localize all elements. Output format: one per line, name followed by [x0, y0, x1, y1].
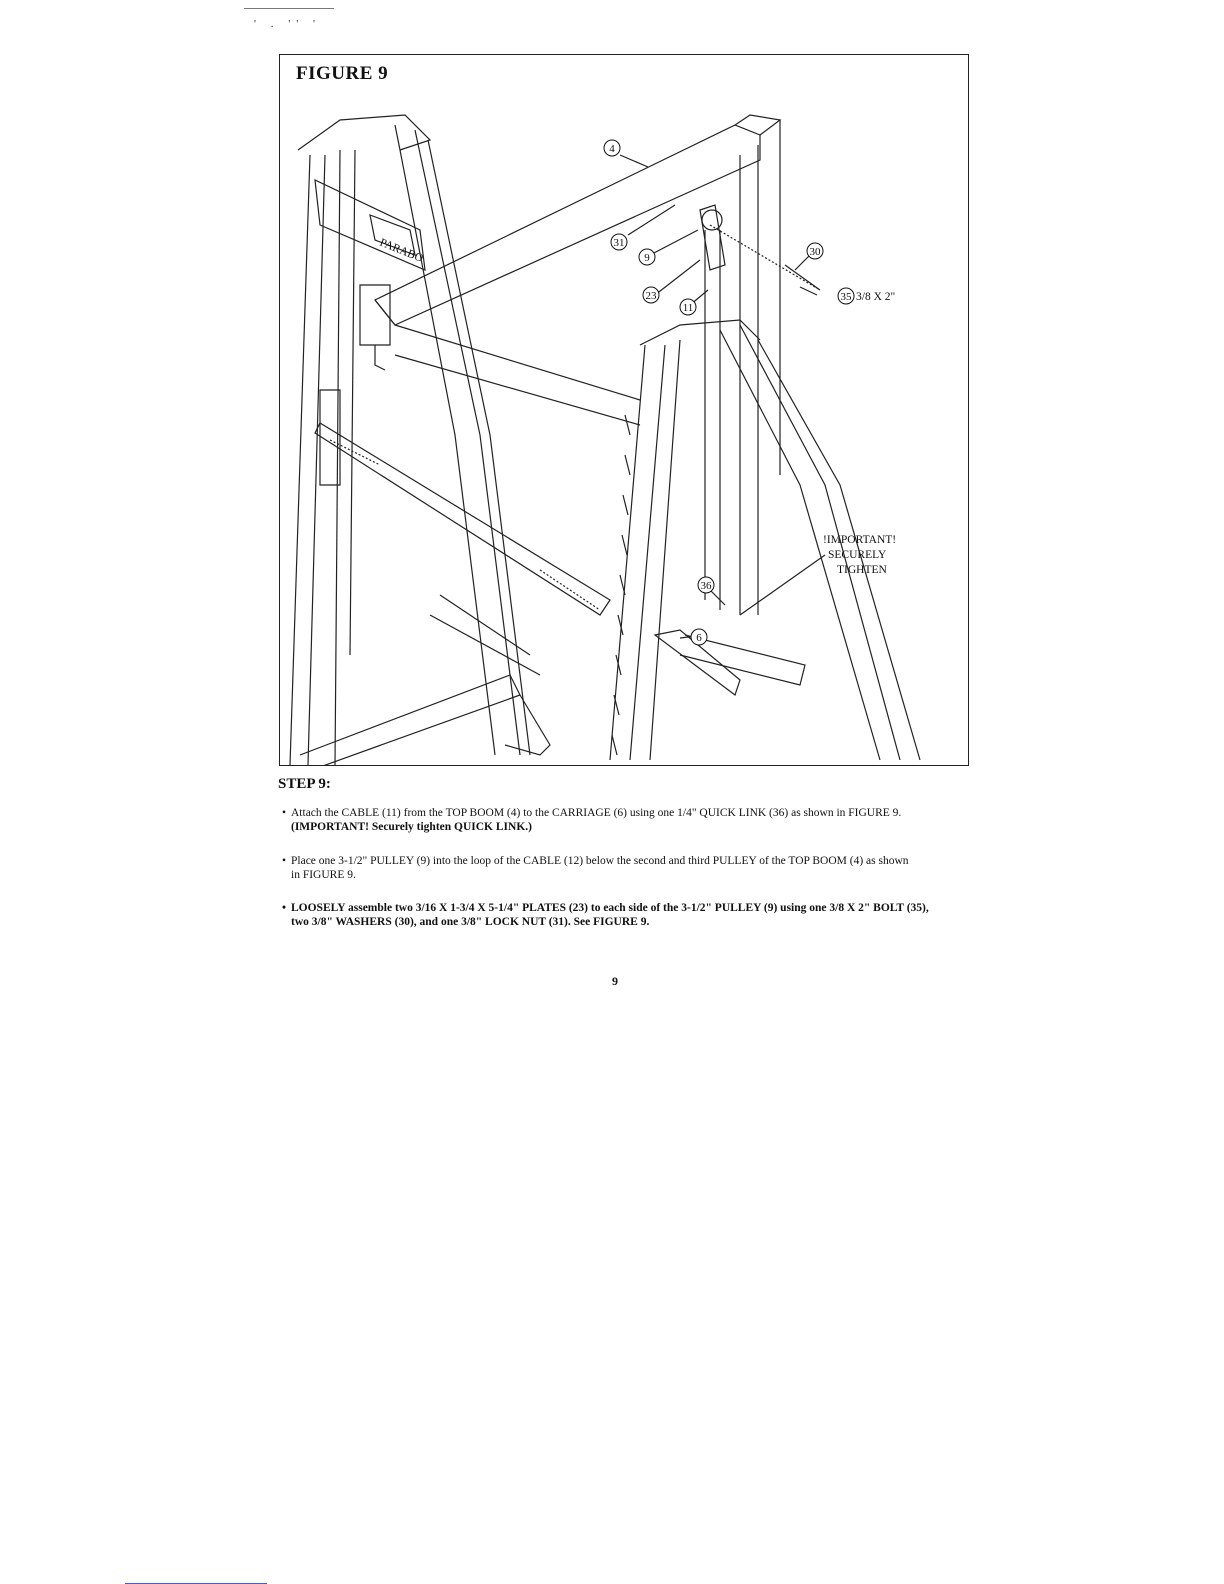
securely-label: SECURELY — [828, 549, 887, 561]
bullet-2-text: Place one 3-1/2" PULLEY (9) into the loop of the CABLE (12) below the second and third PULLEY of the TOP BOOM (4) as shown — [291, 855, 909, 867]
figure-title: FIGURE 9 — [296, 63, 389, 84]
callout-number-11: 11 — [682, 302, 694, 314]
callout-number-30: 30 — [809, 246, 821, 258]
callout-number-4: 4 — [609, 143, 615, 155]
left-tower-top — [298, 115, 430, 150]
figure-9-box — [279, 54, 969, 766]
barbell — [315, 423, 610, 615]
bolt-size-label: 3/8 X 2" — [856, 291, 896, 303]
smith-machine-diagram — [280, 55, 969, 766]
callout-number-9: 9 — [644, 252, 650, 264]
bullet-3-lead: LOOSELY — [291, 902, 346, 914]
callout-number-6: 6 — [696, 632, 702, 644]
right-tower-top — [640, 320, 760, 345]
header-rule — [244, 8, 334, 9]
callout-number-23: 23 — [645, 290, 657, 302]
tighten-label: TIGHTEN — [837, 564, 887, 576]
bullet-3-text2: two 3/8" WASHERS (30), and one 3/8" LOCK NUT (31). See FIGURE 9. — [291, 916, 650, 928]
important-label: !IMPORTANT! — [823, 534, 897, 546]
bullet-3-text: assemble two 3/16 X 1-3/4 X 5-1/4" PLATES (23) to each side of the 3-1/2" PULLEY (9) using one 3/8 X 2" BOLT (35), — [345, 902, 929, 914]
callout-number-31: 31 — [613, 237, 625, 249]
step-bullet-2 — [282, 854, 972, 882]
page-number: 9 — [612, 974, 618, 988]
step-bullet-1 — [282, 806, 972, 834]
brand-label: PARABO — [377, 236, 425, 265]
bullet-dot: • — [282, 855, 287, 867]
bullet-2-text2: in FIGURE 9. — [291, 869, 356, 881]
bullet-dot: • — [282, 807, 287, 819]
scan-marks: ' . '' ' — [254, 18, 321, 30]
bullet-1-emphasis: (IMPORTANT! Securely tighten QUICK LINK.) — [291, 821, 532, 833]
callout-number-36: 36 — [700, 580, 712, 592]
step-title: STEP 9: — [278, 776, 331, 792]
bullet-1-text: Attach the CABLE (11) from the TOP BOOM (4) to the CARRIAGE (6) using one 1/4" QUICK LINK (36) as shown in FIGURE 9. — [291, 807, 902, 819]
pulley — [702, 210, 722, 230]
callout-number-35: 35 — [840, 291, 852, 303]
bullet-dot: • — [282, 902, 287, 914]
step-bullet-3 — [282, 901, 972, 929]
